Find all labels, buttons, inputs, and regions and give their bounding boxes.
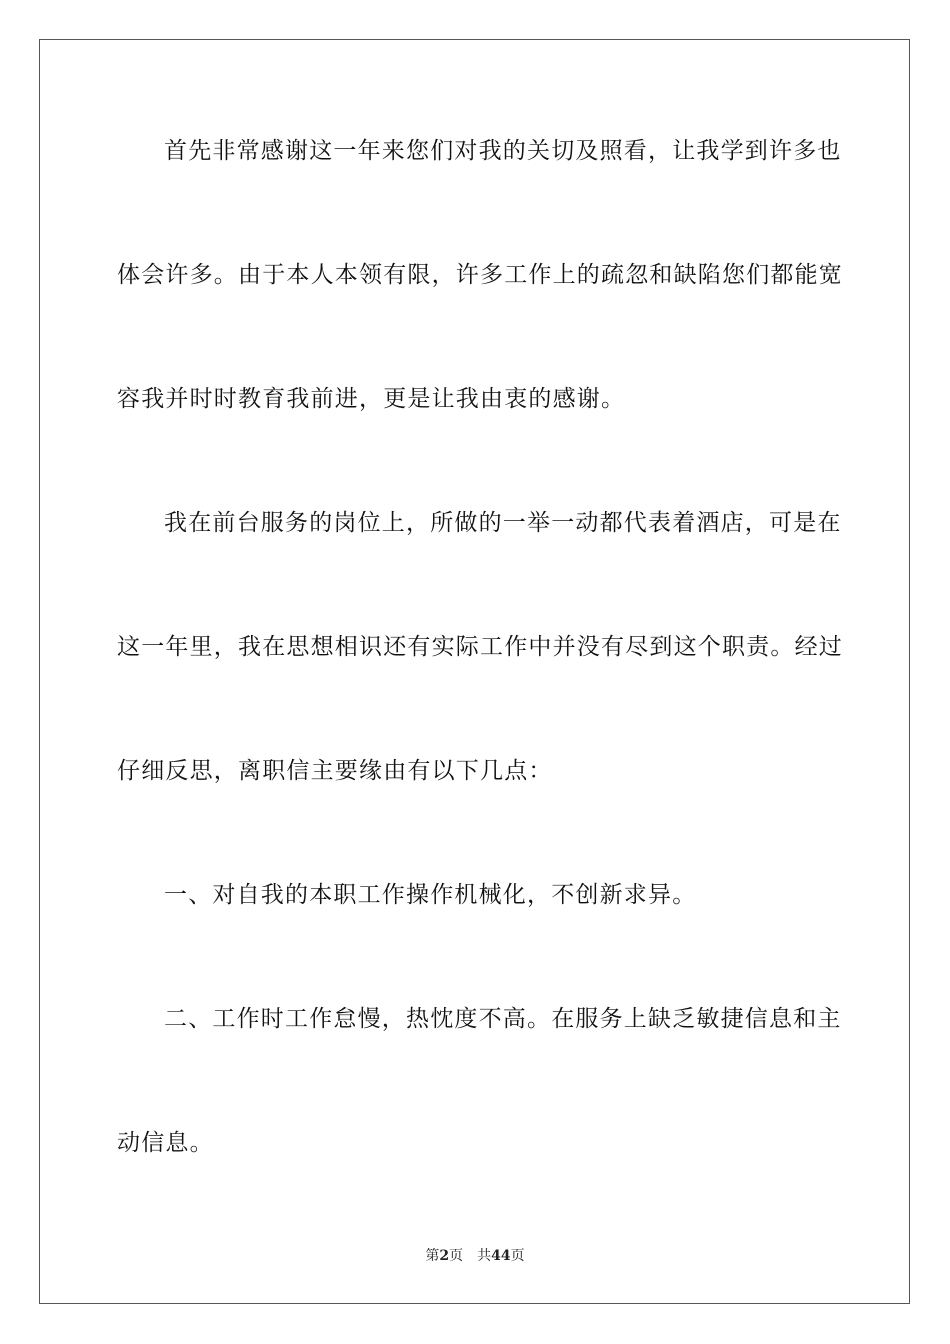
total-pages: 44: [491, 1248, 511, 1264]
page-footer: [0, 1247, 950, 1265]
paragraph-2-line-3: 仔细反思，离职信主要缘由有以下几点：: [117, 758, 553, 784]
paragraph-2-line-1: 我在前台服务的岗位上，所做的一举一动都代表着酒店，可是在: [164, 510, 842, 536]
paragraph-1-line-1: 首先非常感谢这一年来您们对我的关切及照看，让我学到许多也: [164, 138, 842, 164]
paragraph-1-line-2: 体会许多。由于本人本领有限，许多工作上的疏忽和缺陷您们都能宽: [117, 262, 843, 288]
page-number: 2: [439, 1248, 450, 1264]
total-suffix: 页: [510, 1248, 525, 1264]
list-item-1: 一、对自我的本职工作操作机械化，不创新求异。: [164, 882, 697, 908]
page-suffix: 页: [449, 1248, 464, 1264]
list-item-2-line-2: 动信息。: [117, 1130, 214, 1156]
paragraph-1-line-3: 容我并时时教育我前进，更是让我由衷的感谢。: [117, 386, 626, 412]
total-prefix: 共: [477, 1248, 492, 1264]
paragraph-2-line-2: 这一年里，我在思想相识还有实际工作中并没有尽到这个职责。经过: [117, 634, 843, 660]
list-item-2-line-1: 二、工作时工作怠慢，热忱度不高。在服务上缺乏敏捷信息和主: [164, 1006, 842, 1032]
page-prefix: 第: [425, 1248, 440, 1264]
page-frame: [39, 39, 910, 1304]
